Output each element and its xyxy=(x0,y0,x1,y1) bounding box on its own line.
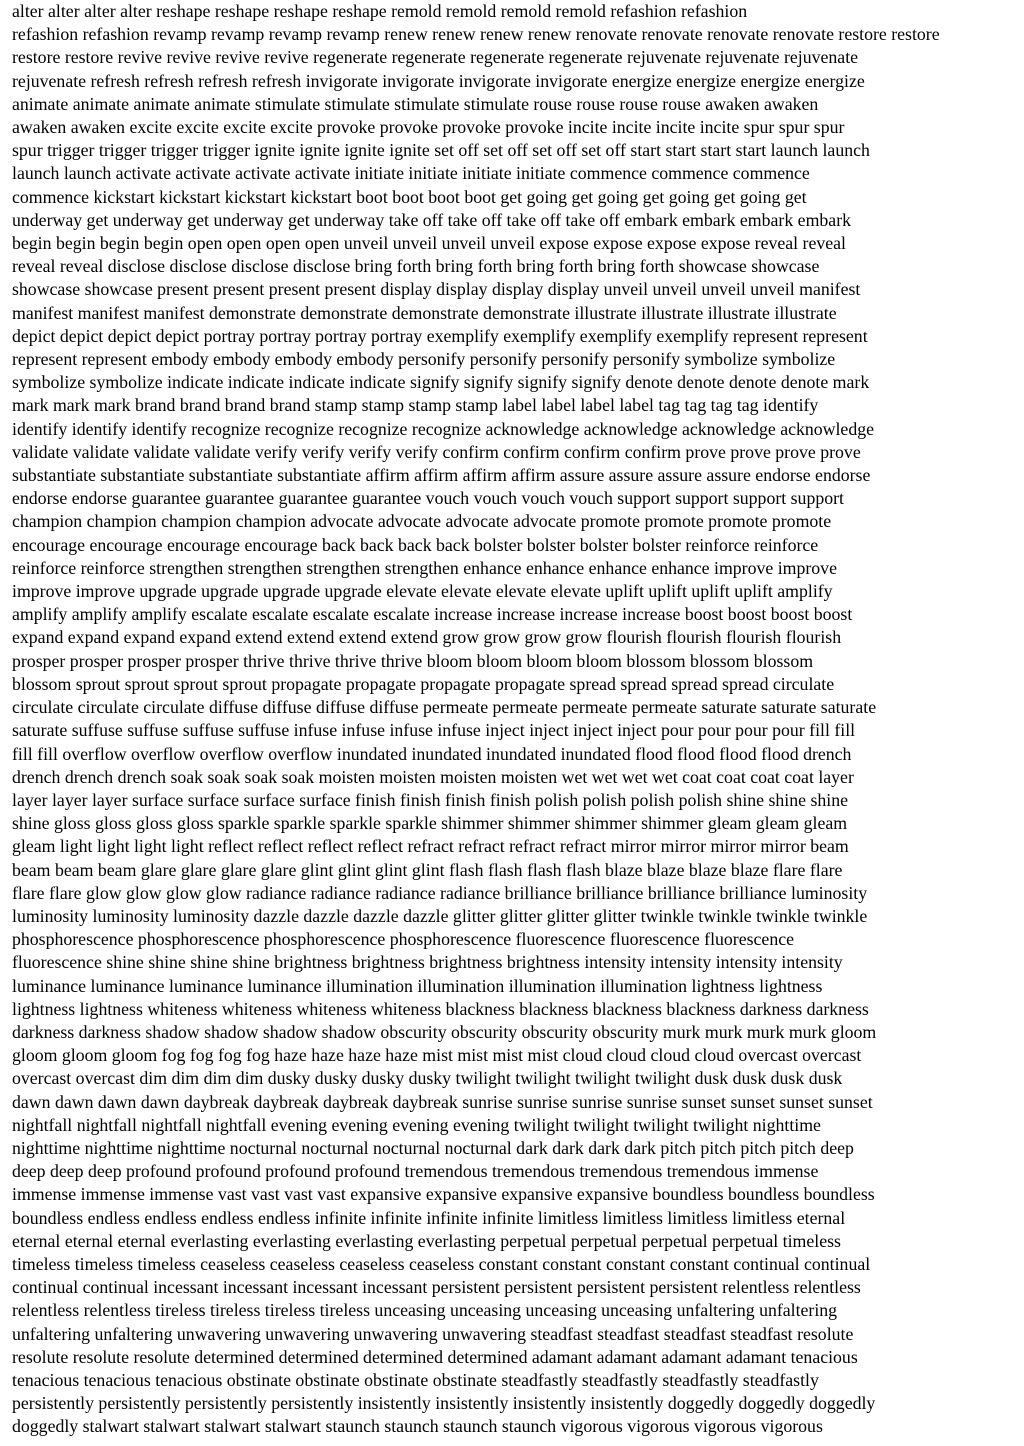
text-line-15: depict depict depict depict portray portray portray portray exemplify exemplify exemplify exemplify represent represent xyxy=(12,325,868,346)
text-line-7: spur trigger trigger trigger trigger ignite ignite ignite ignite set off set off set off set off start start start start launch launch xyxy=(12,140,870,161)
text-line-45: darkness darkness shadow shadow shadow shadow obscurity obscurity obscurity obscurity murk murk murk murk gloom xyxy=(12,1021,877,1042)
text-line-16: represent represent embody embody embody embody personify personify personify personify symbolize symbolize xyxy=(12,349,836,370)
text-line-24: encourage encourage encourage encourage back back back back bolster bolster bolster bolster reinforce reinforce xyxy=(12,534,819,555)
document-text-block xyxy=(12,0,1022,1439)
text-line-29: prosper prosper prosper prosper thrive thrive thrive thrive bloom bloom bloom bloom blossom blossom blossom xyxy=(12,650,814,671)
text-line-43: luminance luminance luminance luminance illumination illumination illumination illumination lightness lightness xyxy=(12,975,823,996)
text-line-9: commence kickstart kickstart kickstart kickstart boot boot boot boot get going get going get going get going get xyxy=(12,186,807,207)
text-line-8: launch launch activate activate activate activate initiate initiate initiate initiate commence commence commence xyxy=(12,163,810,184)
text-line-18: mark mark mark brand brand brand brand stamp stamp stamp stamp label label label label tag tag tag tag identify xyxy=(12,395,819,416)
text-line-49: nightfall nightfall nightfall nightfall evening evening evening evening twilight twilight twilight twilight nighttime xyxy=(12,1114,821,1135)
text-line-58: unfaltering unfaltering unwavering unwavering unwavering unwavering steadfast steadfast steadfast steadfast resolute xyxy=(12,1323,854,1344)
text-line-21: substantiate substantiate substantiate substantiate affirm affirm affirm affirm assure assure assure assure endorse endorse xyxy=(12,465,871,486)
text-line-31: circulate circulate circulate diffuse diffuse diffuse diffuse permeate permeate permeate permeate saturate saturate saturate xyxy=(12,697,877,718)
text-line-34: drench drench drench soak soak soak soak moisten moisten moisten moisten wet wet wet wet coat coat coat coat layer xyxy=(12,766,854,787)
text-line-40: luminosity luminosity luminosity dazzle dazzle dazzle dazzle glitter glitter glitter glitter twinkle twinkle twinkle twinkle xyxy=(12,905,868,926)
text-line-39: flare flare glow glow glow glow radiance radiance radiance radiance brilliance brilliance brilliance brilliance luminosity xyxy=(12,882,868,903)
text-line-30: blossom sprout sprout sprout sprout propagate propagate propagate propagate spread spread spread spread circulate xyxy=(12,673,835,694)
text-line-35: layer layer layer surface surface surface surface finish finish finish finish polish polish polish polish shine shine shine xyxy=(12,789,848,810)
text-line-28: expand expand expand expand extend extend extend extend grow grow grow grow flourish flourish flourish flourish xyxy=(12,627,842,648)
text-line-5: animate animate animate animate stimulate stimulate stimulate stimulate rouse rouse rouse rouse awaken awaken xyxy=(12,93,819,114)
text-line-54: eternal eternal eternal everlasting everlasting everlasting everlasting perpetual perpetual perpetual perpetual timeless xyxy=(12,1230,841,1251)
text-line-57: relentless relentless tireless tireless tireless tireless unceasing unceasing unceasing unceasing unfaltering unfaltering xyxy=(12,1300,838,1321)
text-line-42: fluorescence shine shine shine shine brightness brightness brightness brightness intensity intensity intensity intensity xyxy=(12,952,843,973)
text-line-44: lightness lightness whiteness whiteness whiteness whiteness blackness blackness blackness blackness darkness darkness xyxy=(12,998,869,1019)
text-line-61: persistently persistently persistently persistently insistently insistently insistently insistently doggedly doggedly doggedly xyxy=(12,1393,876,1414)
text-line-59: resolute resolute resolute determined determined determined determined adamant adamant adamant adamant tenacious xyxy=(12,1346,858,1367)
text-line-41: phosphorescence phosphorescence phosphorescence phosphorescence fluorescence fluorescence fluorescence xyxy=(12,929,795,950)
text-line-22: endorse endorse guarantee guarantee guarantee guarantee vouch vouch vouch vouch support support support support xyxy=(12,488,844,509)
text-line-12: reveal reveal disclose disclose disclose disclose bring forth bring forth bring forth bring forth showcase showcase xyxy=(12,256,820,277)
text-line-37: gleam light light light light reflect reflect reflect reflect refract refract refract refract mirror mirror mirror mirror beam xyxy=(12,836,849,857)
text-line-48: dawn dawn dawn dawn daybreak daybreak daybreak daybreak sunrise sunrise sunrise sunrise sunset sunset sunset sunset xyxy=(12,1091,873,1112)
text-line-11: begin begin begin begin open open open open unveil unveil unveil unveil expose expose expose expose reveal reveal xyxy=(12,233,846,254)
text-line-50: nighttime nighttime nighttime nocturnal nocturnal nocturnal nocturnal dark dark dark dark pitch pitch pitch pitch deep xyxy=(12,1137,854,1158)
text-line-52: immense immense immense vast vast vast vast expansive expansive expansive expansive boundless boundless boundless xyxy=(12,1184,875,1205)
text-line-46: gloom gloom gloom fog fog fog fog haze haze haze haze mist mist mist mist cloud cloud cloud cloud overcast overcast xyxy=(12,1045,862,1066)
text-line-55: timeless timeless timeless ceaseless ceaseless ceaseless ceaseless constant constant constant constant continual continual xyxy=(12,1253,871,1274)
text-line-56: continual continual incessant incessant incessant incessant persistent persistent persistent persistent relentless relentless xyxy=(12,1277,861,1298)
text-line-1: alter alter alter alter reshape reshape reshape reshape remold remold remold remold refashion refashion xyxy=(12,1,748,21)
text-line-19: identify identify identify recognize recognize recognize recognize acknowledge acknowledge acknowledge acknowledge xyxy=(12,418,874,439)
text-line-10: underway get underway get underway get underway take off take off take off take off embark embark embark embark xyxy=(12,209,851,230)
text-line-6: awaken awaken excite excite excite excite provoke provoke provoke provoke incite incite incite incite spur spur spur xyxy=(12,117,845,138)
text-line-36: shine gloss gloss gloss gloss sparkle sparkle sparkle sparkle shimmer shimmer shimmer shimmer gleam gleam gleam xyxy=(12,813,848,834)
text-line-51: deep deep deep profound profound profound profound tremendous tremendous tremendous tremendous immense xyxy=(12,1161,819,1182)
text-line-3: restore restore revive revive revive revive regenerate regenerate regenerate regenerate rejuvenate rejuvenate rejuvenate xyxy=(12,47,859,68)
text-line-2: refashion refashion revamp revamp revamp revamp renew renew renew renew renovate renovate renovate renovate restore restore xyxy=(12,24,940,45)
text-line-13: showcase showcase present present present present display display display display unveil unveil unveil unveil manifest xyxy=(12,279,861,300)
text-line-47: overcast overcast dim dim dim dim dusky dusky dusky dusky twilight twilight twilight twilight dusk dusk dusk dusk xyxy=(12,1068,843,1089)
text-line-60: tenacious tenacious tenacious obstinate obstinate obstinate obstinate steadfastly steadfastly steadfastly steadfastly xyxy=(12,1369,819,1390)
text-line-38: beam beam beam glare glare glare glare glint glint glint glint flash flash flash flash blaze blaze blaze blaze flare flare xyxy=(12,859,843,880)
text-line-23: champion champion champion champion advocate advocate advocate advocate promote promote promote promote xyxy=(12,511,832,532)
text-line-26: improve improve upgrade upgrade upgrade upgrade elevate elevate elevate elevate uplift uplift uplift uplift amplify xyxy=(12,581,833,602)
text-line-20: validate validate validate validate verify verify verify verify confirm confirm confirm confirm prove prove prove prove xyxy=(12,441,861,462)
text-line-53: boundless endless endless endless endless infinite infinite infinite infinite limitless limitless limitless limitless eternal xyxy=(12,1207,846,1228)
text-line-4: rejuvenate refresh refresh refresh refresh invigorate invigorate invigorate invigorate energize energize energize energize xyxy=(12,70,865,91)
text-line-25: reinforce reinforce strengthen strengthen strengthen strengthen enhance enhance enhance enhance improve improve xyxy=(12,557,837,578)
text-line-33: fill fill overflow overflow overflow overflow inundated inundated inundated inundated flood flood flood flood drench xyxy=(12,743,852,764)
text-line-17: symbolize symbolize indicate indicate indicate indicate signify signify signify signify denote denote denote denote mark xyxy=(12,372,870,393)
text-line-32: saturate suffuse suffuse suffuse suffuse infuse infuse infuse infuse inject inject inject inject pour pour pour pour fill fill xyxy=(12,720,856,741)
text-line-27: amplify amplify amplify escalate escalate escalate escalate increase increase increase increase boost boost boost boost xyxy=(12,604,853,625)
text-line-14: manifest manifest manifest demonstrate demonstrate demonstrate demonstrate illustrate illustrate illustrate illustrate xyxy=(12,302,837,323)
text-line-62: doggedly stalwart stalwart stalwart stalwart staunch staunch staunch staunch vigorous vigorous vigorous vigorous xyxy=(12,1416,823,1437)
